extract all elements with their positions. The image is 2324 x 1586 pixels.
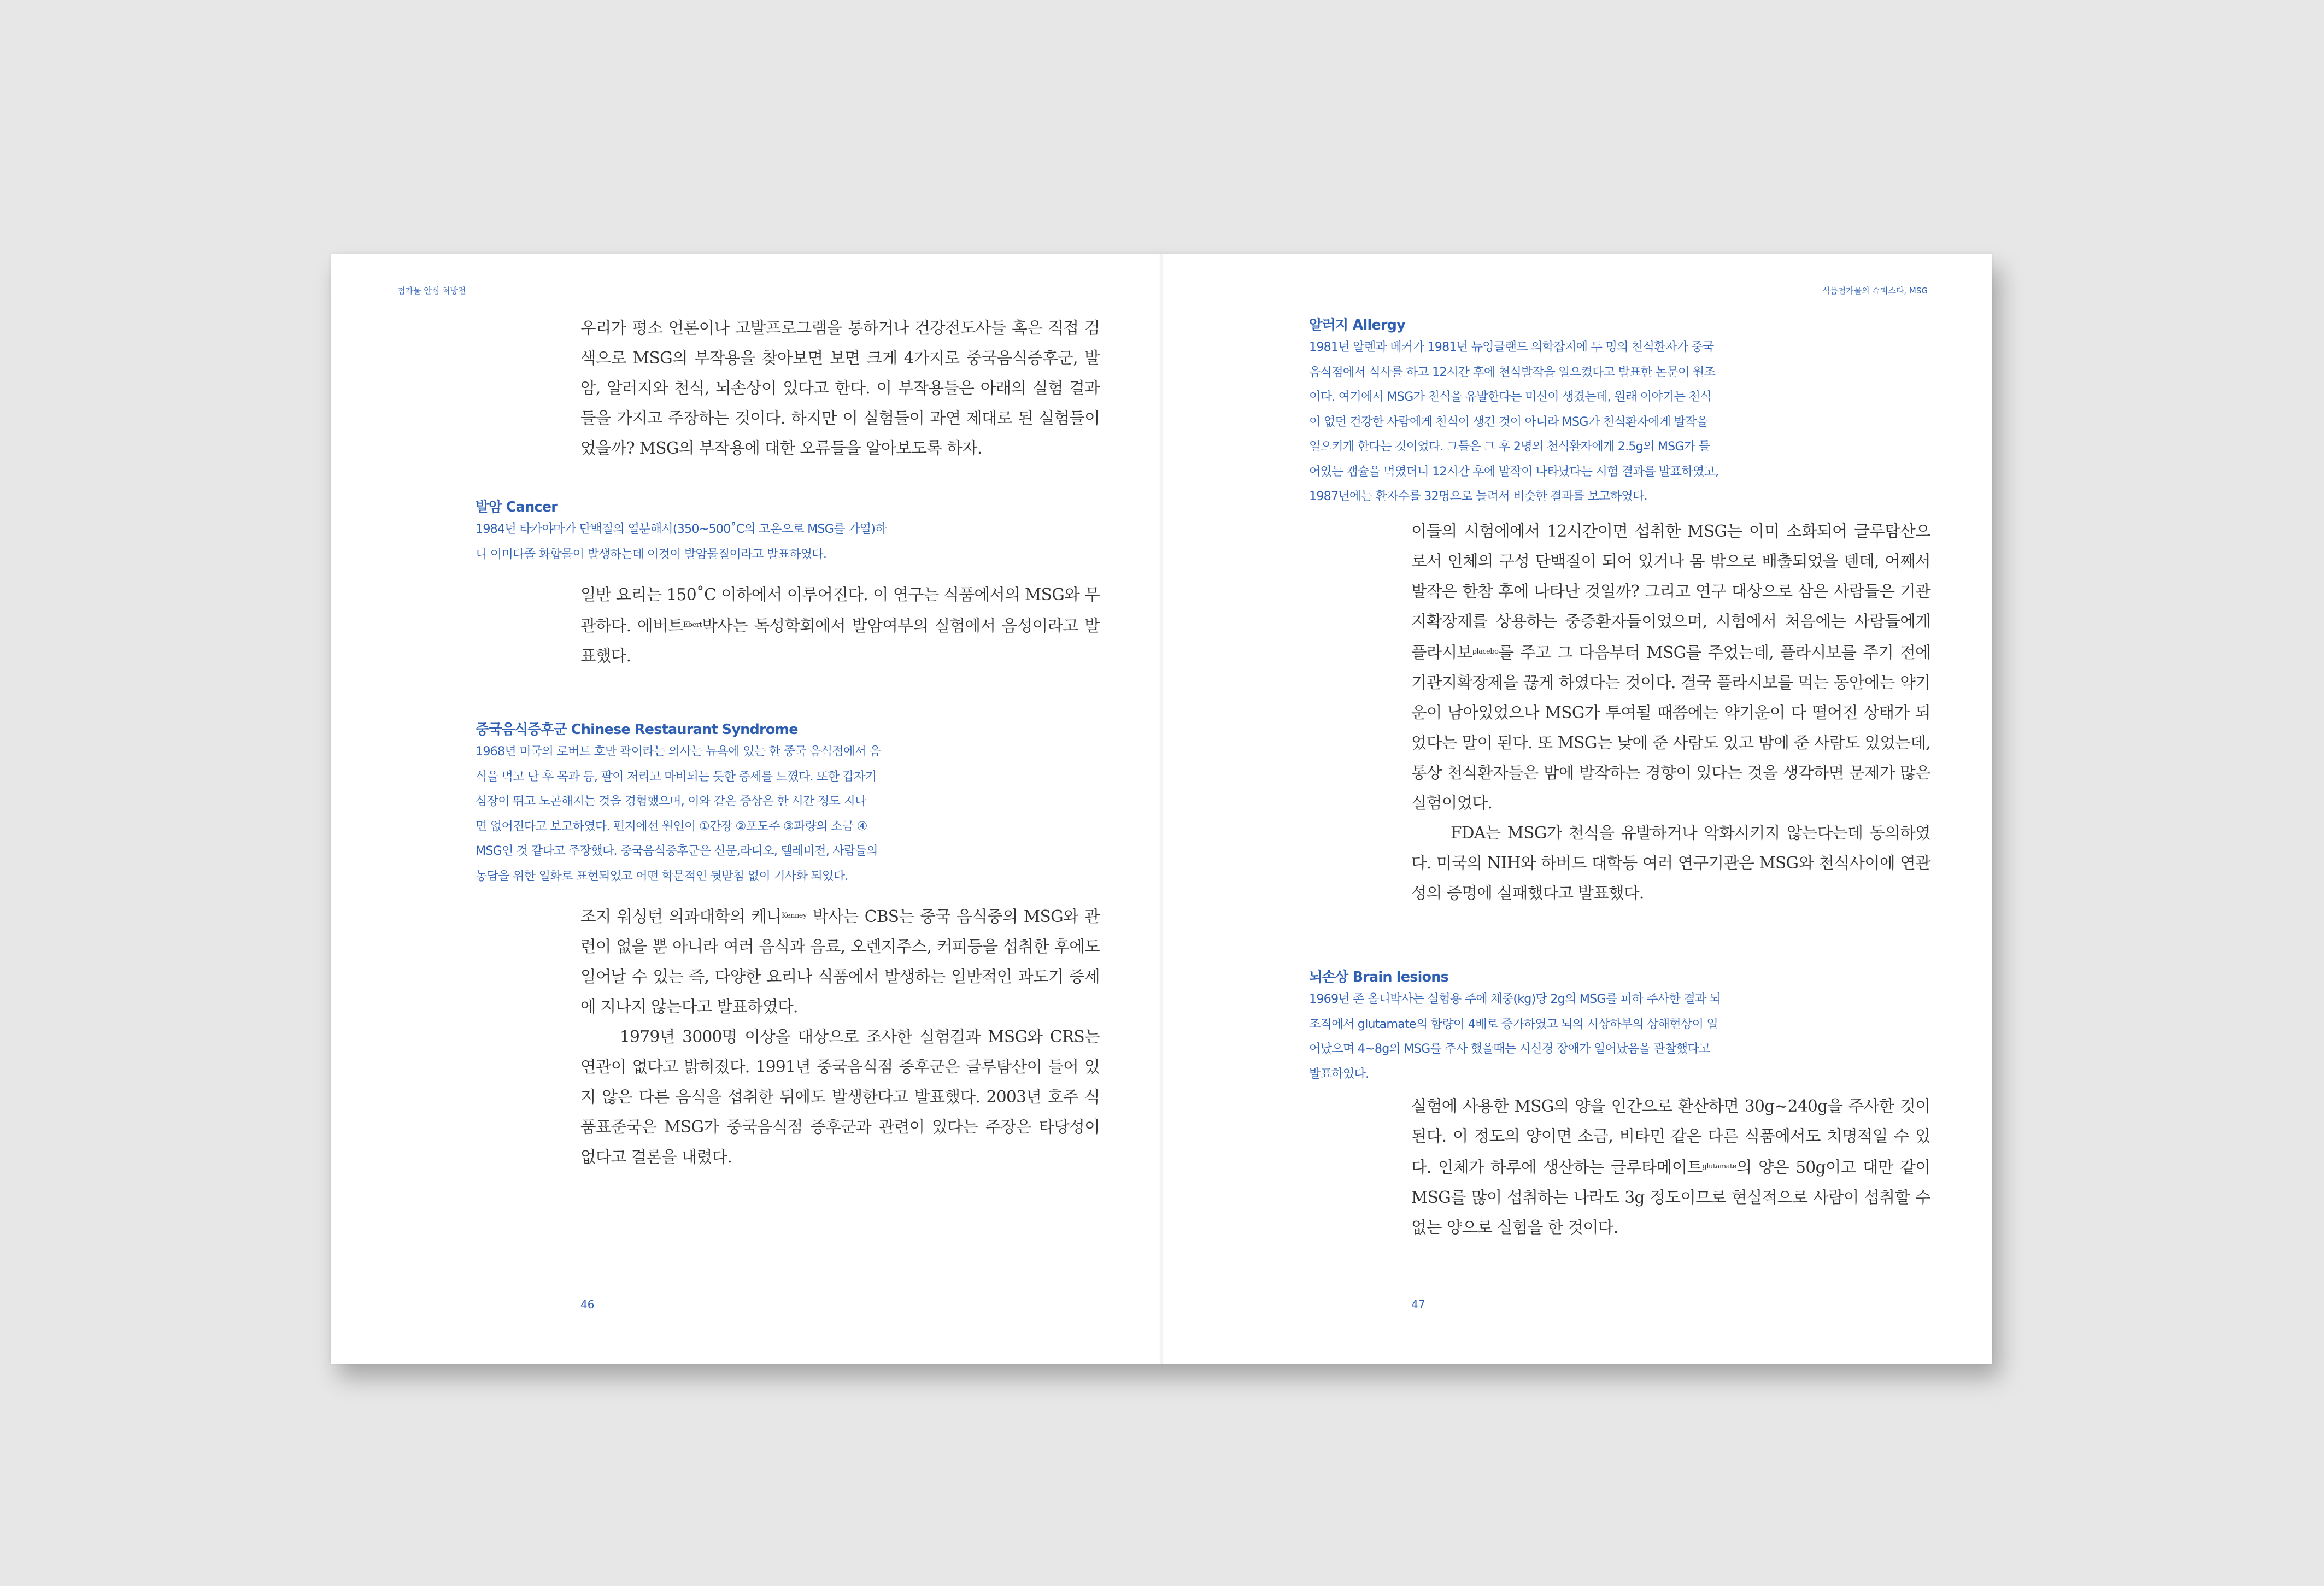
crs-summary-line: MSG인 것 같다고 주장했다. 중국음식증후군은 신문,라디오, 텔레비전, 사람들의: [476, 844, 878, 858]
book-spread: [331, 254, 1992, 1364]
intro-paragraph: [580, 313, 1100, 463]
allergy-summary: [1309, 335, 1718, 509]
crs-summary: [476, 739, 881, 889]
allergy-body-part: 이들의 시험에에서 12시간이면 섭취한 MSG는 이미 소화되어 글루탐산으로서 인체의 구성 단백질이 되어 있거나 몸 밖으로 배출되었을 텐데, 어째서 발작은 한참 후에 나타난 것일까? 그리고 연구 대상으로 삼은 사람들은 기관지확장제를 상용하는 중증환자들이었으며, 시험에서 처음에는 사람들에게 플라시보: [1411, 522, 1930, 662]
crs-title: 중국음식증후군 Chinese Restaurant Syndrome: [476, 721, 798, 738]
right-running-head: 식품첨가물의 슈퍼스타, MSG: [1822, 286, 1928, 296]
right-page: [1161, 254, 1992, 1364]
allergy-summary-line: 이 없던 건강한 사람에게 천식이 생긴 것이 아니라 MSG가 천식환자에게 발작을: [1309, 414, 1708, 429]
crs-body-sup: Kenney: [782, 912, 807, 920]
allergy-summary-line: 어있는 캡슐을 먹였더니 12시간 후에 발작이 나타났다는 시험 결과를 발표하였고,: [1309, 464, 1719, 479]
brain-section: [1309, 967, 1721, 1086]
allergy-summary-line: 1987년에는 환자수를 32명으로 늘려서 비슷한 결과를 보고하였다.: [1309, 489, 1647, 503]
intro-text: 우리가 평소 언론이나 고발프로그램을 통하거나 건강전도사들 혹은 직접 검색으로 MSG의 부작용을 찾아보면 보면 크게 4가지로 중국음식증후군, 발암, 알러지와 천식, 뇌손상이 있다고 한다. 이 부작용들은 아래의 실험 결과들을 가지고 주장하는 것이다. 하지만 이 실험들이 과연 제대로 된 실험들이었을까? MSG의 부작용에 대한 오류들을 알아보도록 하자.: [580, 319, 1100, 457]
allergy-body-paragraph: [1411, 516, 1930, 818]
crs-body-part: 박사는 CBS는 중국 음식중의 MSG와 관련이 없을 뿐 아니라 여러 음식과 음료, 오렌지주스, 커피등을 섭취한 후에도 일어날 수 있는 즉, 다양한 요리나 식품에서 발생하는 일반적인 과도기 증세에 지나지 않는다고 발표하였다.: [580, 907, 1100, 1016]
brain-title: 뇌손상 Brain lesions: [1309, 969, 1448, 985]
left-running-head: 첨가물 안심 처방전: [397, 286, 466, 296]
allergy-summary-line: 이다. 여기에서 MSG가 천식을 유발한다는 미신이 생겼는데, 원래 이야기는 천식: [1309, 390, 1711, 404]
allergy-body-sup: placebo: [1472, 648, 1499, 656]
brain-body: [1411, 1091, 1930, 1243]
allergy-body-paragraph: FDA는 MSG가 천식을 유발하거나 악화시키지 않는다는데 동의하였다. 미국의 NIH와 하버드 대학등 여러 연구기관은 MSG와 천식사이에 연관성의 증명에 실패했다고 발표했다.: [1411, 824, 1930, 902]
cancer-body-part: 박사는 독성학회에서 발암여부의 실험에서 음성이라고 발표했다.: [580, 616, 1100, 665]
crs-body: [580, 901, 1100, 1172]
crs-summary-line: 심장이 뛰고 노곤해지는 것을 경험했으며, 이와 같은 증상은 한 시간 정도 지나: [476, 794, 866, 808]
allergy-section: [1309, 315, 1718, 509]
brain-summary-line: 발표하였다.: [1309, 1066, 1369, 1081]
cancer-title: 발암 Cancer: [476, 499, 558, 515]
cancer-body-part: 일반 요리는 150˚C 이하에서 이루어진다. 이 연구는 식품에서의 MSG와 무관하다. 에버트: [580, 585, 1100, 635]
crs-summary-line: 농담을 위한 일화로 표현되었고 어떤 학문적인 뒷받침 없이 기사화 되었다.: [476, 868, 848, 883]
cancer-summary-line: 1984년 타카야마가 단백질의 열분해시(350~500˚C의 고온으로 MSG를 가열)하: [476, 522, 887, 536]
crs-body-paragraph: [580, 901, 1100, 1022]
right-page-number: 47: [1411, 1298, 1425, 1311]
brain-body-part: 의 양은 50g이고 대만 같이 MSG를 많이 섭취하는 나라도 3g 정도이므로 현실적으로 사람이 섭취할 수 없는 양으로 실험을 한 것이다.: [1411, 1158, 1930, 1237]
cancer-body-text: [580, 580, 1100, 671]
crs-section: [476, 720, 881, 889]
brain-body-part: 실험에 사용한 MSG의 양을 인간으로 환산하면 30g~240g을 주사한 것이된다. 이 정도의 양이면 소금, 비타민 같은 다른 식품에서도 치명적일 수 있다. 인체가 하루에 생산하는 글루타메이트: [1411, 1097, 1930, 1177]
crs-body-paragraph: 1979년 3000명 이상을 대상으로 조사한 실험결과 MSG와 CRS는 연관이 없다고 밝혀졌다. 1991년 중국음식점 증후군은 글루탐산이 들어 있지 않은 다른 음식을 섭취한 뒤에도 발생한다고 발표했다. 2003년 호주 식품표준국은 MSG가 중국음식점 증후군과 관련이 있다는 주장은 타당성이 없다고 결론을 내렸다.: [580, 1027, 1100, 1166]
allergy-title: 알러지 Allergy: [1309, 317, 1405, 333]
cancer-body: [580, 580, 1100, 671]
allergy-body: [1411, 516, 1930, 908]
allergy-summary-line: 일으키게 한다는 것이었다. 그들은 그 후 2명의 천식환자에게 2.5g의 MSG가 들: [1309, 439, 1710, 454]
brain-summary-line: 조직에서 glutamate의 함량이 4배로 증가하였고 뇌의 시상하부의 상해현상이 일: [1309, 1017, 1718, 1031]
allergy-summary-line: 1981년 알렌과 베커가 1981년 뉴잉글랜드 의학잡지에 두 명의 천식환자가 중국: [1309, 340, 1714, 354]
allergy-summary-line: 음식점에서 식사를 하고 12시간 후에 천식발작을 일으켰다고 발표한 논문이 원조: [1309, 365, 1716, 379]
crs-summary-line: 식을 먹고 난 후 목과 등, 팔이 저리고 마비되는 듯한 증세를 느꼈다. 또한 갑자기: [476, 769, 877, 784]
cancer-summary-line: 니 이미다졸 화합물이 발생하는데 이것이 발암물질이라고 발표하였다.: [476, 547, 827, 561]
allergy-body-part: 를 주고 그 다음부터 MSG를 주었는데, 플라시보를 주기 전에 기관지확장제을 끊게 하였다는 것이다. 결국 플라시보를 먹는 동안에는 약기운이 남아있었으나 MSG가 투여될 때쯤에는 약기운이 다 떨어진 상태가 되었다는 말이 된다. 또 MSG는 낮에 준 사람도 있고 밤에 준 사람도 있었는데, 통상 천식환자들은 밤에 발작하는 경향이 있다는 것을 생각하면 문제가 많은 실험이었다.: [1411, 643, 1930, 812]
cancer-body-sup: Ebert: [683, 621, 702, 629]
cancer-summary: [476, 517, 887, 567]
brain-summary-line: 1969년 존 올니박사는 실험용 주에 체중(kg)당 2g의 MSG를 피하 주사한 결과 뇌: [1309, 992, 1721, 1006]
brain-summary: [1309, 987, 1721, 1086]
brain-body-sup: glutamate: [1702, 1162, 1736, 1171]
brain-body-paragraph: [1411, 1091, 1930, 1243]
cancer-section: [476, 497, 887, 567]
crs-summary-line: 면 없어진다고 보고하였다. 편지에선 원인이 ①간장 ②포도주 ③과량의 소금 ④: [476, 819, 867, 833]
left-page: [331, 254, 1161, 1364]
left-page-number: 46: [580, 1298, 595, 1311]
crs-body-part: 조지 워싱턴 의과대학의 케니: [580, 907, 782, 926]
brain-summary-line: 어났으며 4~8g의 MSG를 주사 했을때는 시신경 장애가 일어났음을 관찰했다고: [1309, 1042, 1710, 1056]
crs-summary-line: 1968년 미국의 로버트 호만 곽이라는 의사는 뉴욕에 있는 한 중국 음식점에서 음: [476, 744, 881, 759]
